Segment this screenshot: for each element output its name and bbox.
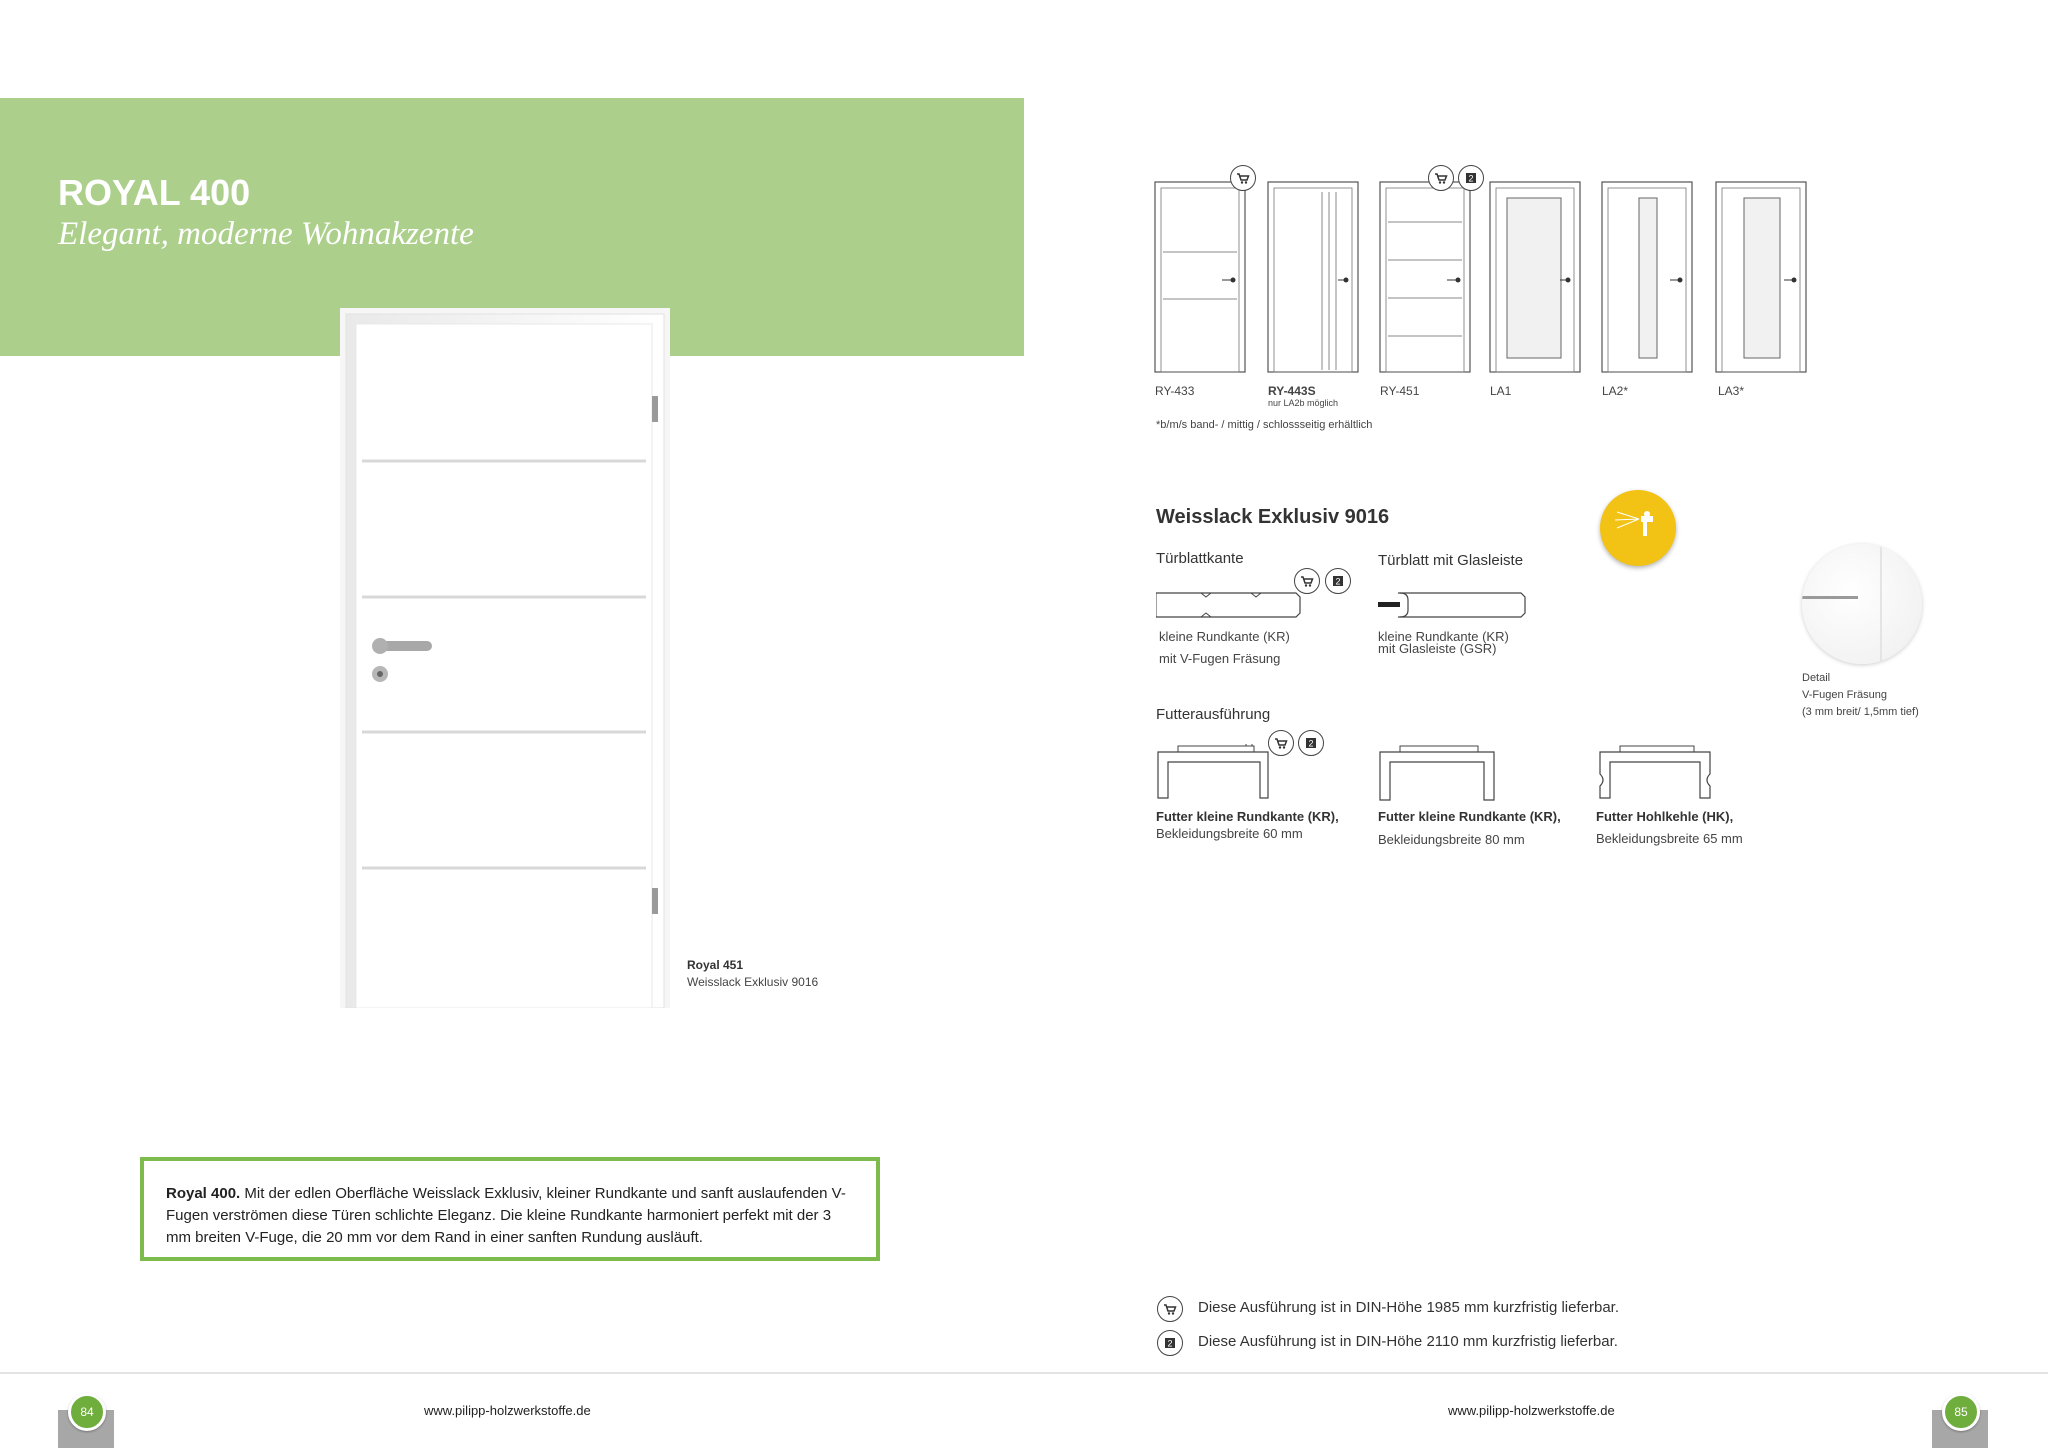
cart-2-icon [1458,165,1484,191]
page-number-right: 85 [1942,1393,1980,1431]
model-label-ry-433: RY-433 [1155,384,1195,398]
photo-caption-model: Royal 451 [687,958,744,972]
model-label-la3: LA3* [1718,384,1745,398]
page-title: ROYAL 400 [58,172,251,213]
detail-line1: Detail [1802,672,1831,684]
edge-desc-line1: kleine Rundkante (KR) [1159,629,1290,644]
model-label-la2: LA2* [1602,384,1629,398]
cart-icon [1428,165,1454,191]
model-label-ry-443s: RY-443S [1268,384,1316,398]
cart-icon [1268,730,1294,756]
info-box-text: Mit der edlen Oberfläche Weisslack Exklusiv, kleiner Rundkante und sanft auslaufenden V-Fugen verströmen diese Türen schlichte Eleganz. Die kleine Rundkante harmoniert perfekt mit der 3 mm breiten V-Fuge, die 20 mm vor dem Rand in einer sanften Rundung ausläuft. [166,1185,846,1246]
frame-heading: Futterausführung [1156,706,1271,723]
footer-url-right[interactable]: www.pilipp-holzwerkstoffe.de [1448,1403,1615,1418]
door-drawing-ry-433 [1155,182,1245,372]
photo-caption-finish: Weisslack Exklusiv 9016 [687,975,819,989]
model-note-ry-443s: nur LA2b möglich [1268,398,1339,408]
glass-heading: Türblatt mit Glasleiste [1378,552,1524,569]
frame-drawing-hk-65 [1596,744,1716,807]
edge-heading: Türblattkante [1156,550,1244,567]
page-subtitle: Elegant, moderne Wohnakzente [58,216,474,252]
edge-desc-line2: mit V-Fugen Fräsung [1159,651,1281,666]
models-footnote: *b/m/s band- / mittig / schlossseitig erhältlich [1156,419,1373,431]
door-drawing-ry-443s [1268,182,1358,372]
cart-2-icon [1298,730,1324,756]
info-box-lead: Royal 400. [166,1185,241,1202]
frame-drawing-kr-60 [1156,744,1271,807]
door-drawing-la2 [1602,182,1692,372]
door-drawing-la3 [1716,182,1806,372]
cart-icon [1230,165,1256,191]
svg-text:2: 2 [1468,173,1474,184]
model-label-ry-451: RY-451 [1380,384,1420,398]
svg-text:2: 2 [1335,576,1341,587]
edge-profile-drawing [1156,590,1301,625]
model-drawings [1150,162,1820,387]
v-groove-detail-image [1802,544,1922,664]
glass-desc-line1: kleine Rundkante (KR) [1378,629,1509,644]
frame-drawing-kr-80 [1378,744,1498,807]
frame-2-desc: Bekleidungsbreite 80 mm [1378,832,1525,847]
door-drawing-la1 [1490,182,1580,372]
cart-2-icon [1157,1330,1183,1356]
spray-gun-icon [1600,490,1676,566]
frame-3-title: Futter Hohlkehle (HK), [1596,809,1734,824]
finish-title: Weisslack Exklusiv 9016 [1156,506,1390,528]
model-label-la1: LA1 [1490,384,1512,398]
detail-line2: V-Fugen Fräsung [1802,689,1887,701]
door-photo [340,308,670,1008]
frame-1-desc: Bekleidungsbreite 60 mm [1156,826,1303,841]
cart-2-icon [1325,568,1351,594]
door-drawing-ry-451 [1380,182,1470,372]
glass-desc-line2: mit Glasleiste (GSR) [1378,641,1497,656]
footer-url-left[interactable]: www.pilipp-holzwerkstoffe.de [424,1403,591,1418]
footer-divider [0,1372,2048,1374]
svg-text:2: 2 [1167,1338,1173,1349]
frame-1-title: Futter kleine Rundkante (KR), [1156,809,1339,824]
cart-icon [1157,1296,1183,1322]
glass-profile-drawing [1378,588,1528,627]
info-box [140,1157,880,1261]
legend-text-1985: Diese Ausführung ist in DIN-Höhe 1985 mm kurzfristig lieferbar. [1198,1299,1620,1316]
detail-line3: (3 mm breit/ 1,5mm tief) [1802,706,1919,718]
frame-3-desc: Bekleidungsbreite 65 mm [1596,831,1743,846]
svg-text:2: 2 [1308,738,1314,749]
frame-2-title: Futter kleine Rundkante (KR), [1378,809,1561,824]
page-number-left: 84 [68,1393,106,1431]
legend-text-2110: Diese Ausführung ist in DIN-Höhe 2110 mm kurzfristig lieferbar. [1198,1333,1618,1350]
